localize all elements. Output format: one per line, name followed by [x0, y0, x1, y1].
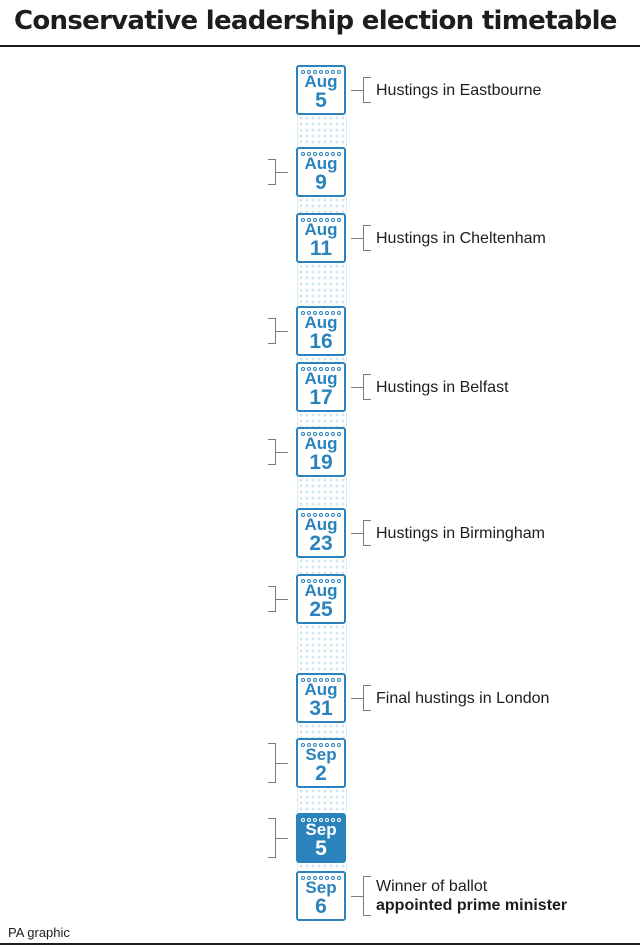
event-label-text: Hustings in Belfast — [376, 378, 509, 396]
title-rule — [0, 45, 640, 47]
connector-line — [276, 452, 288, 453]
calendar-month: Aug — [304, 72, 338, 91]
connector-line — [351, 533, 363, 534]
calendar-month: Sep — [305, 745, 337, 764]
event-label — [376, 81, 541, 100]
calendar-month: Aug — [304, 434, 338, 453]
event-label-text: Final hustings in London — [376, 689, 550, 707]
event-label-line — [376, 81, 541, 100]
footer-rule — [0, 943, 640, 945]
event-label-text: Hustings in Birmingham — [376, 524, 545, 542]
connector-line — [351, 387, 363, 388]
calendar-day: 11 — [309, 237, 333, 260]
calendar-day: 6 — [315, 895, 327, 918]
connector-line — [351, 698, 363, 699]
calendar-day: 25 — [309, 598, 333, 621]
calendar-filler-strip — [297, 788, 347, 813]
connector-line — [276, 172, 288, 173]
calendar-icon — [296, 362, 346, 412]
connector-bracket — [363, 374, 371, 400]
connector-bracket — [363, 520, 371, 546]
connector-bracket — [268, 159, 276, 185]
calendar-icon — [296, 427, 346, 477]
calendar-filler-strip — [297, 263, 347, 306]
event-label — [376, 689, 549, 708]
connector-line — [276, 838, 288, 839]
event-label-line — [376, 896, 567, 915]
connector-line — [351, 238, 363, 239]
event-label — [376, 524, 545, 543]
calendar-filler-strip — [297, 115, 347, 147]
event-label-line — [376, 877, 567, 896]
calendar-month: Sep — [305, 820, 337, 839]
connector-bracket — [268, 743, 276, 783]
source-credit: PA graphic — [8, 925, 70, 940]
event-label-line — [376, 689, 549, 708]
calendar-day: 19 — [309, 451, 333, 474]
connector-bracket — [363, 77, 371, 103]
calendar-day: 17 — [309, 386, 333, 409]
calendar-icon — [296, 673, 346, 723]
calendar-month: Aug — [304, 515, 338, 534]
calendar-filler-strip — [297, 723, 347, 738]
connector-bracket — [268, 818, 276, 858]
calendar-icon — [296, 508, 346, 558]
connector-bracket — [268, 318, 276, 344]
calendar-month: Aug — [304, 154, 338, 173]
calendar-month: Aug — [304, 680, 338, 699]
calendar-icon — [296, 871, 346, 921]
calendar-icon — [296, 813, 346, 863]
calendar-day: 5 — [315, 837, 327, 860]
event-label-line — [376, 524, 545, 543]
connector-bracket — [363, 225, 371, 251]
calendar-month: Aug — [304, 220, 338, 239]
calendar-day: 23 — [309, 532, 333, 555]
calendar-month: Aug — [304, 581, 338, 600]
event-label-text: Hustings in Eastbourne — [376, 81, 542, 99]
calendar-filler-strip — [297, 197, 347, 213]
calendar-day: 31 — [309, 697, 333, 720]
connector-line — [276, 763, 288, 764]
page-title: Conservative leadership election timetable — [14, 6, 617, 36]
calendar-month: Sep — [305, 878, 337, 897]
connector-line — [351, 896, 363, 897]
connector-line — [276, 331, 288, 332]
calendar-icon — [296, 306, 346, 356]
connector-bracket — [363, 685, 371, 711]
calendar-icon — [296, 738, 346, 788]
connector-bracket — [268, 439, 276, 465]
event-label-line — [376, 229, 546, 248]
event-label-text: Winner of ballot — [376, 878, 488, 895]
calendar-filler-strip — [297, 863, 347, 871]
connector-bracket — [268, 586, 276, 612]
calendar-month: Aug — [304, 369, 338, 388]
event-label — [376, 378, 509, 397]
calendar-day: 9 — [315, 171, 327, 194]
calendar-icon — [296, 147, 346, 197]
calendar-day: 16 — [309, 330, 333, 353]
calendar-month: Aug — [304, 313, 338, 332]
event-label-bold: appointed prime minister — [376, 897, 568, 914]
calendar-icon — [296, 65, 346, 115]
calendar-icon — [296, 574, 346, 624]
event-label — [376, 229, 546, 248]
event-label-line — [376, 378, 509, 397]
calendar-filler-strip — [297, 558, 347, 574]
connector-line — [351, 90, 363, 91]
calendar-filler-strip — [297, 477, 347, 508]
connector-bracket — [363, 876, 371, 916]
calendar-icon — [296, 213, 346, 263]
event-label — [376, 877, 567, 915]
calendar-filler-strip — [297, 624, 347, 673]
event-label-text: Hustings in Cheltenham — [376, 229, 546, 247]
calendar-day: 5 — [315, 89, 327, 112]
connector-line — [276, 599, 288, 600]
calendar-filler-strip — [297, 412, 347, 427]
calendar-day: 2 — [315, 762, 327, 785]
